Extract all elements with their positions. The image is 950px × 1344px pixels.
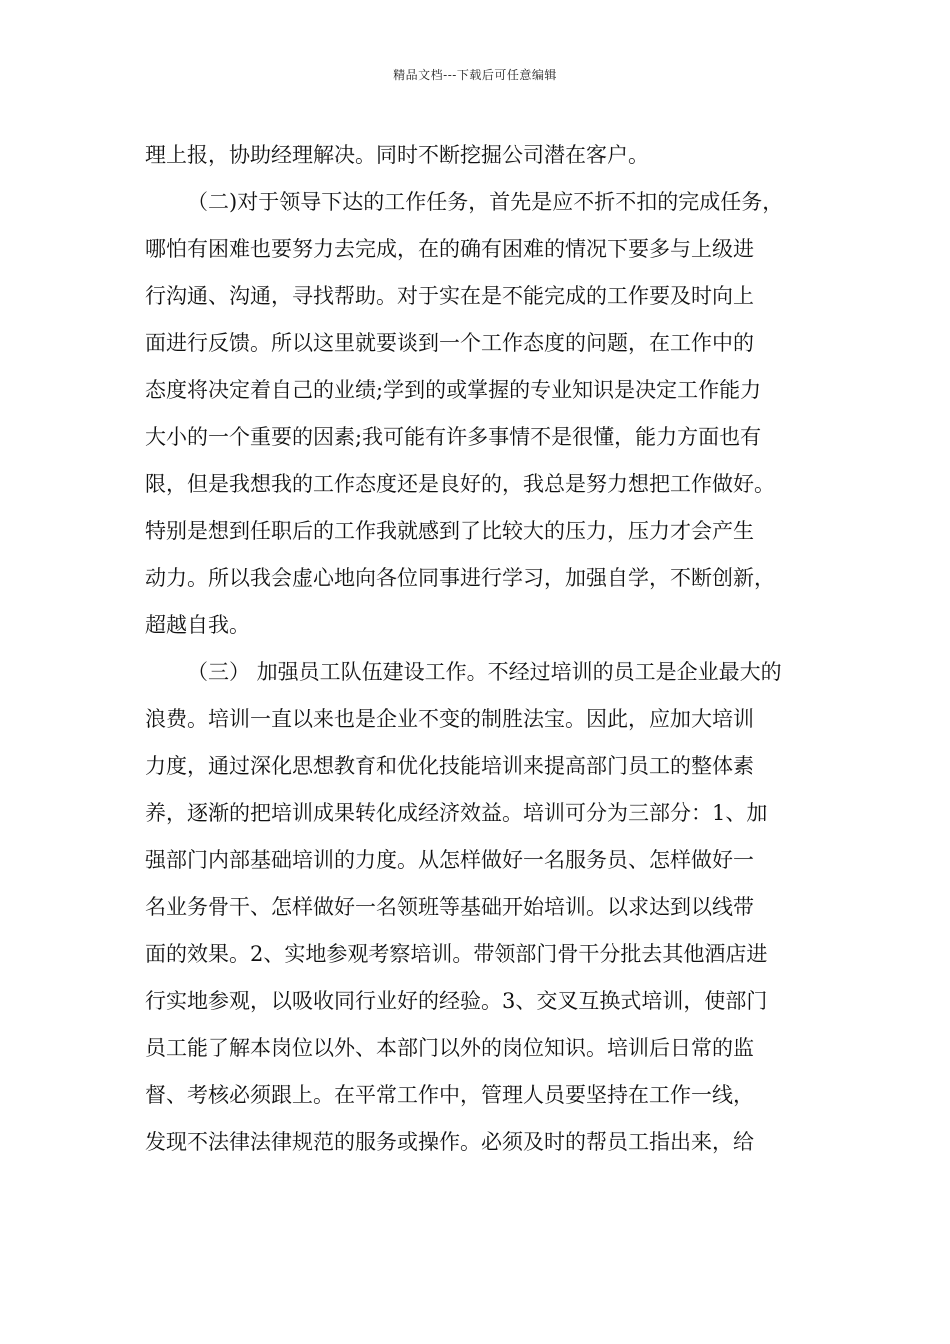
text-line: （二)对于领导下达的工作任务，首先是应不折不扣的完成任务， bbox=[187, 190, 784, 214]
text-line: 名业务骨干、怎样做好一名领班等基础开始培训。以求达到以线带 bbox=[145, 895, 754, 919]
text-line: 面进行反馈。所以这里就要谈到一个工作态度的问题，在工作中的 bbox=[145, 331, 754, 355]
text-line: 强部门内部基础培训的力度。从怎样做好一名服务员、怎样做好一 bbox=[145, 848, 754, 872]
document-body bbox=[145, 132, 835, 1166]
text-line: 员工能了解本岗位以外、本部门以外的岗位知识。培训后日常的监 bbox=[145, 1036, 754, 1060]
page-header: 精品文档---下载后可任意编辑 bbox=[393, 68, 557, 82]
text-line: 限，但是我想我的工作态度还是良好的，我总是努力想把工作做好。 bbox=[145, 472, 775, 496]
text-line: 行沟通、沟通，寻找帮助。对于实在是不能完成的工作要及时向上 bbox=[145, 284, 754, 308]
text-line: 力度，通过深化思想教育和优化技能培训来提高部门员工的整体素 bbox=[145, 754, 754, 778]
text-line: 督、考核必须跟上。在平常工作中，管理人员要坚持在工作一线， bbox=[145, 1083, 754, 1107]
text-line: 特别是想到任职后的工作我就感到了比较大的压力，压力才会产生 bbox=[145, 519, 754, 543]
text-line: （三） 加强员工队伍建设工作。不经过培训的员工是企业最大的 bbox=[187, 660, 782, 684]
text-line: 行实地参观，以吸收同行业好的经验。3、交叉互换式培训，使部门 bbox=[145, 989, 768, 1013]
text-line: 哪怕有困难也要努力去完成，在的确有困难的情况下要多与上级进 bbox=[145, 237, 754, 261]
text-line: 动力。所以我会虚心地向各位同事进行学习，加强自学，不断创新， bbox=[145, 566, 775, 590]
text-line: 养，逐渐的把培训成果转化成经济效益。培训可分为三部分：1、加 bbox=[145, 801, 768, 825]
text-line: 面的效果。2、实地参观考察培训。带领部门骨干分批去其他酒店进 bbox=[145, 942, 768, 966]
text-line: 发现不法律法律规范的服务或操作。必须及时的帮员工指出来，给 bbox=[145, 1130, 754, 1154]
text-line: 浪费。培训一直以来也是企业不变的制胜法宝。因此，应加大培训 bbox=[145, 707, 754, 731]
text-line: 态度将决定着自己的业绩;学到的或掌握的专业知识是决定工作能力 bbox=[145, 378, 762, 402]
text-line: 理上报，协助经理解决。同时不断挖掘公司潜在客户。 bbox=[145, 143, 649, 167]
text-line: 超越自我。 bbox=[145, 613, 250, 637]
text-line: 大小的一个重要的因素;我可能有许多事情不是很懂，能力方面也有 bbox=[145, 425, 762, 449]
